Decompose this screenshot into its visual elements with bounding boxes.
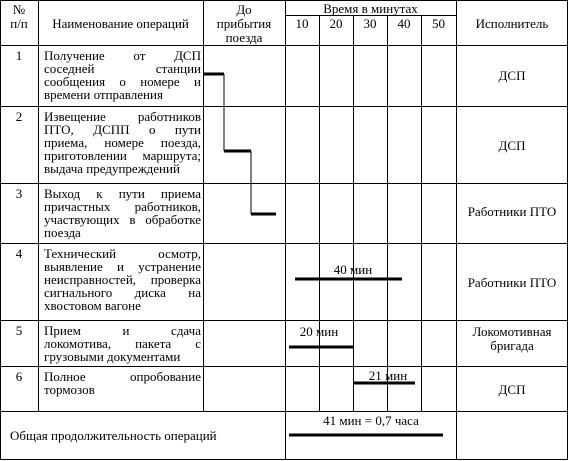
row-3-executor: Работники ПТО [467, 204, 557, 219]
header-tick-50: 50 [432, 16, 445, 31]
header-executor: Исполнитель [475, 16, 549, 31]
row-6-operation: Полное опробование тормозов [44, 369, 201, 397]
header-tick-40: 40 [397, 16, 411, 31]
header-num-symbol: № [12, 2, 26, 17]
header-operation-name: Наименование операций [52, 16, 189, 31]
row-1-operation: Получение от ДСП соседней станции сообщения о номере и времени отправления [44, 48, 201, 102]
row-5-duration: 20 мин [299, 324, 339, 339]
row-2-operation: Извещение работников ПТО, ДСПП о пути приема, номере поезда, приготовлении маршрута; выдача предупреждений [44, 109, 201, 176]
row-4-num: 4 [15, 246, 23, 261]
row-5-operation: Прием и сдача локомотива, пакета с грузовыми документами [44, 323, 201, 364]
row-1-executor: ДСП [498, 68, 526, 83]
row-3-num: 3 [15, 186, 23, 201]
row-6-duration: 21 мин [368, 368, 408, 383]
row-4-operation: Технический осмотр, выявление и устранение неисправностей, проверка сигнального диска на хвостовом вагоне [44, 246, 201, 313]
row-6-num: 6 [15, 369, 23, 384]
row-5-num: 5 [15, 323, 23, 338]
row-1-num: 1 [15, 48, 23, 63]
header-tick-10: 10 [295, 16, 309, 31]
row-2-executor: ДСП [498, 138, 526, 153]
row-5-executor-line-1: Локомотивная [472, 324, 552, 339]
header-before-line-1: До [236, 2, 252, 17]
header-before-line-2: прибытия [216, 16, 272, 31]
header-tick-20: 20 [329, 16, 343, 31]
header-num-abbr: п/п [10, 16, 28, 31]
total-duration: 41 мин = 0,7 часа [323, 413, 419, 428]
header-before-line-3: поезда [225, 30, 263, 45]
row-6-executor: ДСП [498, 382, 526, 397]
row-4-duration: 40 мин [333, 262, 373, 277]
row-4-executor: Работники ПТО [467, 275, 557, 290]
header-time-minutes: Время в минутах [323, 1, 418, 16]
row-2-num: 2 [15, 109, 23, 124]
row-5-executor-line-2: бригада [490, 338, 534, 353]
header-tick-30: 30 [363, 16, 377, 31]
row-3-operation: Выход к пути приема причастных работников, участвующих в обработке поезда [44, 186, 201, 240]
total-label: Общая продолжительность операций [10, 428, 217, 443]
